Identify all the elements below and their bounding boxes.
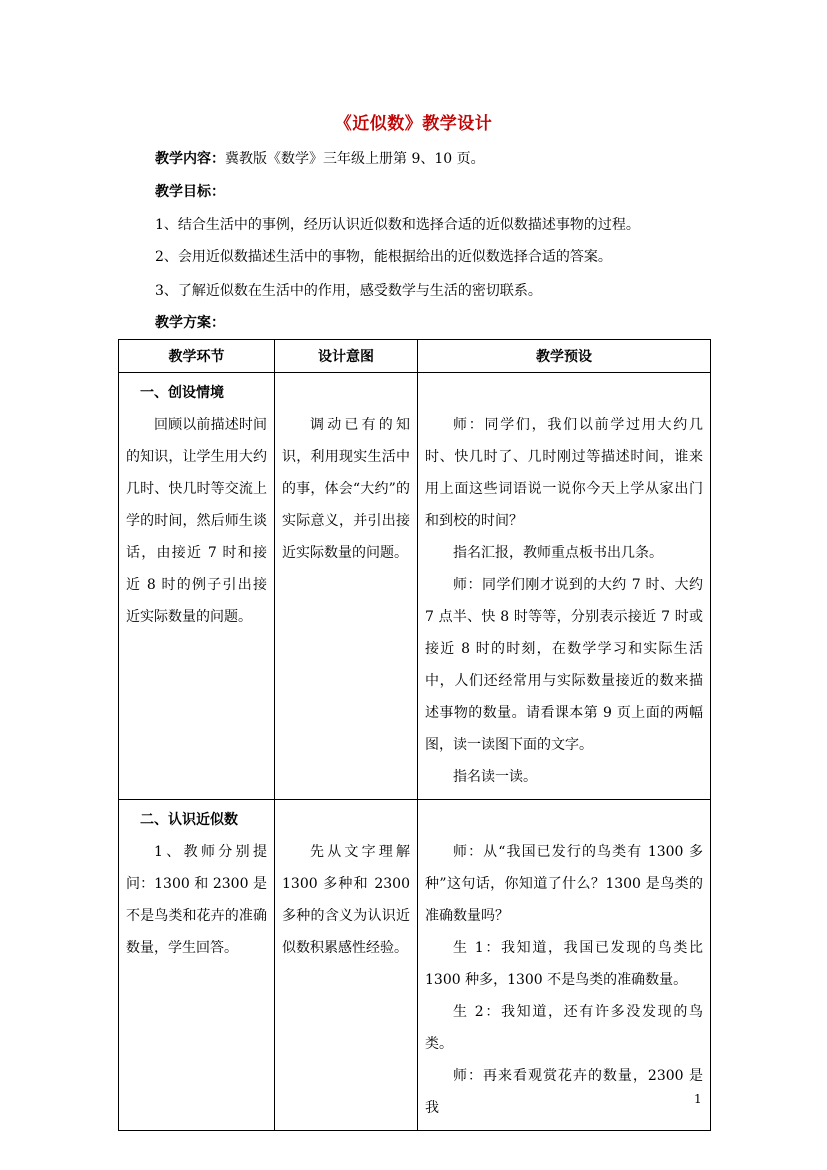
header-preset: 教学预设 (418, 340, 711, 373)
table-row (119, 800, 711, 1131)
teaching-plan-label: 教学方案： (155, 315, 225, 331)
stage-cell (119, 800, 275, 1131)
preset-paragraph: 师：同学们刚才说到的大约 7 时、大约 7 点半、快 8 时等等，分别表示接近 7 时或接近 8 时的时刻，在数学学习和实际生活中，人们还经常用与实际数量接近的数来描述事物的数量。请看课本第 9 页上面的两幅图，读一读图下面的文字。 (425, 577, 703, 753)
stage-activity: 1、教师分别提问：1300 和 2300 是不是鸟类和花卉的准确数量，学生回答。 (126, 844, 267, 956)
stage-title: 二、认识近似数 (140, 812, 238, 828)
preset-paragraph: 生 2：我知道，还有许多没发现的鸟类。 (425, 1004, 703, 1052)
teaching-content-line (155, 149, 485, 169)
stage-title: 一、创设情境 (140, 385, 224, 401)
page-number: 1 (694, 1092, 702, 1106)
teaching-plan-table (118, 339, 711, 1131)
preset-paragraph: 指名读一读。 (453, 769, 537, 785)
table-row (119, 373, 711, 800)
teaching-goals-label: 教学目标： (155, 184, 225, 200)
preset-paragraph: 指名汇报，教师重点板书出几条。 (453, 545, 663, 561)
intent-cell (275, 800, 418, 1131)
preset-paragraph: 师：再来看观赏花卉的数量，2300 是我 (425, 1068, 703, 1116)
teaching-content-text: 冀教版《数学》三年级上册第 9、10 页。 (225, 151, 485, 167)
teaching-content-label: 教学内容： (155, 151, 225, 167)
goal-item-2: 2、会用近似数描述生活中的事物，能根据给出的近似数选择合适的答案。 (155, 249, 612, 265)
preset-paragraph: 师：从“我国已发行的鸟类有 1300 多种”这句话，你知道了什么？1300 是鸟类的准确数量吗？ (425, 844, 703, 924)
goal-item-3: 3、了解近似数在生活中的作用，感受数学与生活的密切联系。 (155, 283, 542, 299)
preset-paragraph: 师：同学们，我们以前学过用大约几时、快几时了、几时刚过等描述时间，谁来用上面这些词语说一说你今天上学从家出门和到校的时间？ (425, 417, 703, 529)
stage-activity: 回顾以前描述时间的知识，让学生用大约几时、快几时等交流上学的时间，然后师生谈话，由接近 7 时和接近 8 时的例子引出接近实际数量的问题。 (126, 417, 267, 625)
document-title: 《近似数》教学设计 (334, 114, 493, 134)
intent-cell (275, 373, 418, 800)
intent-text: 先从文字理解 1300 多种和 2300 多种的含义为认识近似数积累感性经验。 (282, 844, 410, 956)
goal-item-1: 1、结合生活中的事例，经历认识近似数和选择合适的近似数描述事物的过程。 (155, 217, 640, 233)
preset-paragraph: 生 1：我知道，我国已发现的鸟类比 1300 种多，1300 不是鸟类的准确数量。 (425, 940, 703, 988)
table-header-row (119, 340, 711, 373)
intent-text: 调动已有的知识，利用现实生活中的事，体会“大约”的实际意义，并引出接近实际数量的问题。 (282, 417, 410, 561)
stage-cell (119, 373, 275, 800)
header-stage: 教学环节 (119, 340, 275, 373)
header-intent: 设计意图 (275, 340, 418, 373)
preset-cell (418, 373, 711, 800)
preset-cell (418, 800, 711, 1131)
